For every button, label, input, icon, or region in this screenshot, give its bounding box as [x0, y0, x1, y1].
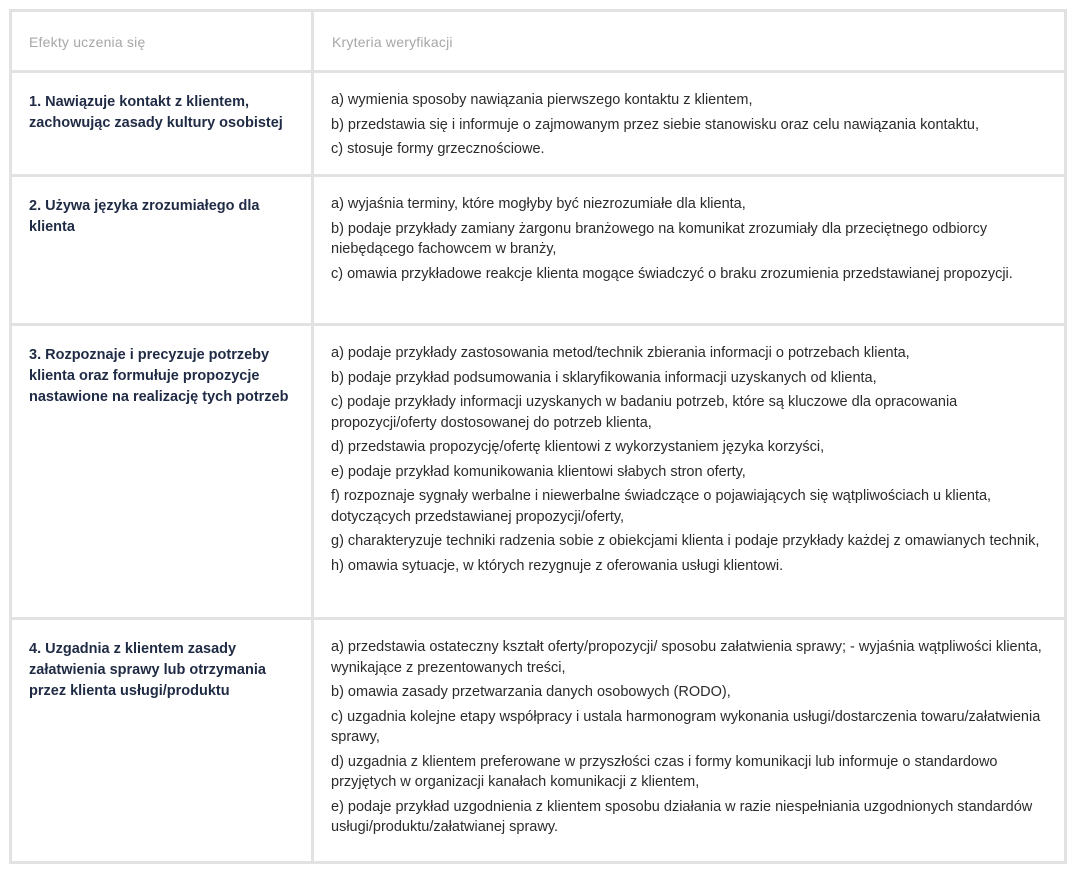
criterion-item: b) przedstawia się i informuje o zajmowanym przez siebie stanowisku oraz celu nawiązania kontaktu, [331, 116, 979, 133]
criterion-item: b) podaje przykład podsumowania i sklaryfikowania informacji uzyskanych od klienta, [331, 369, 877, 386]
table-row [11, 72, 1066, 176]
table-row [11, 619, 1066, 863]
learning-outcome-4: 4. Uzgadnia z klientem zasady załatwienia sprawy lub otrzymania przez klienta usługi/produktu [11, 619, 313, 863]
learning-outcome-1: 1. Nawiązuje kontakt z klientem, zachowując zasady kultury osobistej [11, 72, 313, 176]
criterion-item: d) uzgadnia z klientem preferowane w przyszłości czas i formy komunikacji lub informuje o standardowo przyjętych w organizacji kanałach komunikacji z klientem, [331, 753, 998, 790]
learning-outcomes-table [9, 9, 1067, 864]
criteria-list-1 [313, 72, 1066, 176]
criterion-item: c) uzgadnia kolejne etapy współpracy i ustala harmonogram wykonania usługi/dostarczenia towaru/załatwienia sprawy, [331, 708, 1041, 745]
criterion-item: a) przedstawia ostateczny kształt oferty/propozycji/ sposobu załatwienia sprawy; - wyjaśnia wątpliwości klienta, wynikające z prezentowanych treści, [331, 639, 1042, 676]
criterion-item: e) podaje przykład uzgodnienia z klientem sposobu działania w razie niespełniania uzgodnionych standardów usługi/produktu/załatwianej sprawy. [331, 798, 1033, 835]
criterion-item: h) omawia sytuacje, w których rezygnuje z oferowania usługi klientowi. [331, 557, 784, 574]
criteria-list-4 [313, 619, 1066, 863]
criterion-item: f) rozpoznaje sygnały werbalne i niewerbalne świadczące o pojawiających się wątpliwościach u klienta, dotyczących przedstawianej propozycji/oferty, [331, 488, 992, 525]
learning-outcome-2: 2. Używa języka zrozumiałego dla klienta [11, 176, 313, 325]
criterion-item: a) wyjaśnia terminy, które mogłyby być niezrozumiałe dla klienta, [331, 196, 746, 212]
table-row [11, 176, 1066, 325]
criterion-item: a) wymienia sposoby nawiązania pierwszego kontaktu z klientem, [331, 92, 753, 108]
criterion-item: e) podaje przykład komunikowania klientowi słabych stron oferty, [331, 463, 746, 480]
table-row [11, 325, 1066, 619]
criterion-item: c) podaje przykłady informacji uzyskanych w badaniu potrzeb, które są kluczowe dla opracowania propozycji/oferty dostosowanej do potrzeb klienta, [331, 394, 958, 431]
table-header-row [11, 11, 1066, 72]
criterion-item: b) podaje przykłady zamiany żargonu branżowego na komunikat zrozumiały dla przeciętnego odbiorcy niebędącego fachowcem w branży, [331, 220, 988, 257]
header-verification-criteria: Kryteria weryfikacji [313, 11, 1066, 72]
header-learning-outcomes: Efekty uczenia się [11, 11, 313, 72]
criterion-item: c) omawia przykładowe reakcje klienta mogące świadczyć o braku zrozumienia przedstawianej propozycji. [331, 265, 1013, 282]
criteria-list-3 [313, 325, 1066, 619]
learning-outcome-3: 3. Rozpoznaje i precyzuje potrzeby klienta oraz formułuje propozycje nastawione na realizację tych potrzeb [11, 325, 313, 619]
criterion-item: g) charakteryzuje techniki radzenia sobie z obiekcjami klienta i podaje przykłady każdej z omawianych technik, [331, 533, 1040, 549]
criterion-item: c) stosuje formy grzecznościowe. [331, 141, 545, 157]
criterion-item: b) omawia zasady przetwarzania danych osobowych (RODO), [331, 684, 731, 700]
criterion-item: a) podaje przykłady zastosowania metod/technik zbierania informacji o potrzebach klienta, [331, 345, 910, 361]
criteria-list-2 [313, 176, 1066, 325]
criterion-item: d) przedstawia propozycję/ofertę klientowi z wykorzystaniem języka korzyści, [331, 439, 825, 455]
